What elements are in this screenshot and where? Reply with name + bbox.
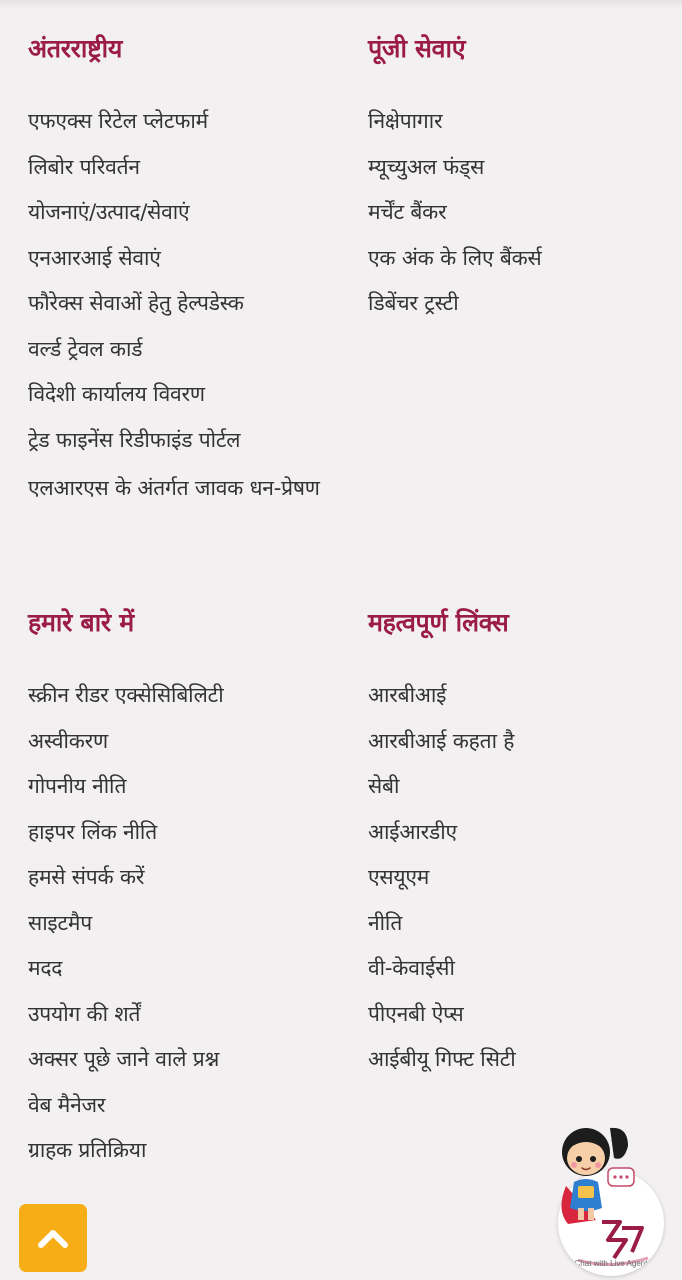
footer-link[interactable]: निक्षेपागार bbox=[368, 109, 443, 133]
footer-link[interactable]: स्क्रीन रीडर एक्सेसिबिलिटी bbox=[28, 683, 224, 707]
footer-link[interactable]: वी-केवाईसी bbox=[368, 956, 455, 980]
footer-link[interactable]: अक्सर पूछे जाने वाले प्रश्न bbox=[28, 1047, 220, 1071]
footer-link[interactable]: वर्ल्ड ट्रेवल कार्ड bbox=[28, 336, 143, 361]
link-list bbox=[28, 99, 328, 513]
footer-link[interactable]: पीएनबी ऐप्स bbox=[368, 1001, 464, 1026]
footer-link[interactable]: गोपनीय नीति bbox=[28, 774, 127, 798]
footer-link[interactable]: ग्राहक प्रतिक्रिया bbox=[28, 1138, 147, 1162]
footer-link[interactable]: मदद bbox=[28, 956, 63, 980]
chat-mascot-icon bbox=[548, 1112, 648, 1232]
footer-link[interactable]: उपयोग की शर्तें bbox=[28, 1001, 141, 1026]
footer-link[interactable]: आरबीआई कहता है bbox=[368, 728, 515, 753]
footer-link[interactable]: आईआरडीए bbox=[368, 819, 457, 844]
footer-section-capital-services bbox=[368, 33, 668, 315]
footer-link[interactable]: अस्वीकरण bbox=[28, 728, 109, 753]
footer-link[interactable]: ट्रेड फाइनेंस रिडीफाइंड पोर्टल bbox=[28, 427, 241, 452]
top-shadow bbox=[0, 0, 682, 10]
footer-link[interactable]: नीति bbox=[368, 910, 403, 935]
footer-link[interactable]: लिबोर परिवर्तन bbox=[28, 154, 140, 179]
section-heading: हमारे बारे में bbox=[28, 608, 134, 637]
footer-link[interactable]: हाइपर लिंक नीति bbox=[28, 819, 158, 844]
footer-link[interactable]: एसयूएम bbox=[368, 865, 430, 889]
chat-widget[interactable] bbox=[548, 1112, 668, 1280]
chat-label: Chat with Live Agent bbox=[574, 1259, 648, 1268]
section-heading: अंतरराष्ट्रीय bbox=[28, 34, 123, 63]
scroll-to-top-button[interactable] bbox=[19, 1204, 87, 1272]
footer-link[interactable]: एक अंक के लिए बैंकर्स bbox=[368, 245, 542, 270]
footer-link[interactable]: डिबेंचर ट्रस्टी bbox=[368, 291, 459, 315]
footer-link[interactable]: मर्चेंट बैंकर bbox=[368, 200, 447, 224]
footer-link[interactable]: म्यूच्युअल फंड्स bbox=[368, 154, 485, 179]
footer-link[interactable]: विदेशी कार्यालय विवरण bbox=[28, 382, 205, 406]
footer-link[interactable]: एनआरआई सेवाएं bbox=[28, 245, 161, 270]
link-list bbox=[368, 673, 668, 1083]
footer-link[interactable]: साइटमैप bbox=[28, 910, 93, 935]
footer-link[interactable]: वेब मैनेजर bbox=[28, 1092, 106, 1117]
footer-section-important-links bbox=[368, 607, 668, 1071]
footer-link[interactable]: आरबीआई bbox=[368, 683, 447, 707]
footer-link[interactable]: आईबीयू गिफ्ट सिटी bbox=[368, 1047, 516, 1071]
section-heading: पूंजी सेवाएं bbox=[368, 34, 466, 63]
footer-link[interactable]: योजनाएं/उत्पाद/सेवाएं bbox=[28, 200, 190, 224]
footer-link[interactable]: फौरेक्स सेवाओं हेतु हेल्पडेस्क bbox=[28, 291, 244, 315]
footer-link[interactable]: हमसे संपर्क करें bbox=[28, 865, 145, 889]
chevron-up-icon bbox=[36, 1227, 70, 1249]
link-list bbox=[28, 673, 328, 1174]
section-heading: महत्वपूर्ण लिंक्स bbox=[368, 608, 509, 637]
link-list bbox=[368, 99, 668, 327]
footer-section-about-us bbox=[28, 607, 328, 1162]
footer-link[interactable]: सेबी bbox=[368, 774, 400, 798]
footer-link[interactable]: एलआरएस के अंतर्गत जावक धन-प्रेषण bbox=[28, 476, 320, 500]
footer-section-international bbox=[28, 33, 328, 500]
footer-link[interactable]: एफएक्स रिटेल प्लेटफार्म bbox=[28, 109, 208, 133]
